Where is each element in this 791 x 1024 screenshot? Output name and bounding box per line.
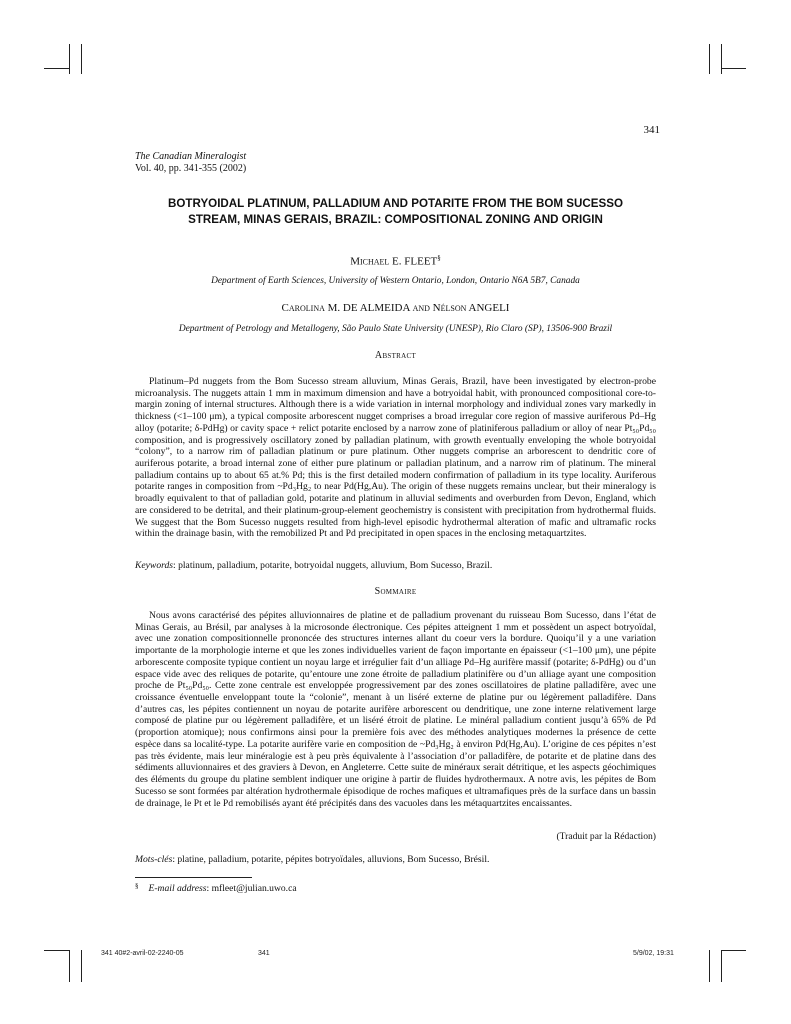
crop-mark [709,950,710,982]
mots-cles-label: Mots-clés [135,854,173,865]
crop-mark [81,950,82,982]
crop-mark [44,68,69,69]
title-line: STREAM, MINAS GERAIS, BRAZIL: COMPOSITIONAL ZONING AND ORIGIN [188,213,603,226]
page-number: 341 [643,124,660,136]
translation-credit: (Traduit par la Rédaction) [556,831,656,842]
abstract-text: Platinum–Pd nuggets from the Bom Sucesso stream alluvium, Minas Gerais, Brazil, have been investigated by electron-probe microanalysis. The nuggets attain 1 mm in maximum dimension and have a botryoidal habit, with pronounced compositional core-to-margin zoning of internal structures. Although there is a wide variation in internal morphology and individual zones vary markedly in thickness (<1–100 μm), a typical composite arborescent nugget comprises a broad irregular core region of massive auriferous Pd–Hg alloy (potarite; δ-PdHg) or cavity space + relict potarite enclosed by a narrow zone of platiniferous palladium or alloy of near Pt₅₀Pd₅₀ composition, and is progressively oscillatory zoned by palladian platinum, with growth eventually enveloping the whole botryoidal “colony”, to a narrow rim of palladian platinum or pure platinum. Other nuggets comprise an arborescent to dendritic core of auriferous potarite, a broad internal zone of either pure platinum or palladian platinum, and a narrow rim of platinum. The mineral palladium contains up to about 65 at.% Pd; this is the first detailed modern confirmation of palladium in its type locality. Auriferous potarite ranges in composition from ~Pd₃Hg₂ to near Pd(Hg,Au). The origin of these nuggets remains unclear, but their mineralogy is broadly equivalent to that of palladian gold, potarite and platinum in alluvial sediments and overburden from Devon, England, which are considered to be detrital, and their platinum-group-element geochemistry is consistent with precipitation from hydrothermal fluids. We suggest that the Bom Sucesso nuggets resulted from high-level episodic hydrothermal alteration of mafic and ultramafic rocks within the drainage basin, with the remobilized Pt and Pd precipitated in open spaces in the enclosing metaquartzites. [135,376,656,540]
footnote-mark: § [135,882,139,890]
footer-right: 5/9/02, 19:31 [633,950,674,957]
author-mark: § [437,254,441,262]
footnote-rule [135,877,252,878]
author-name: Michael E. FLEET [350,255,438,268]
footer-center: 341 [258,950,270,957]
affiliation-1: Department of Earth Sciences, University of Western Ontario, London, Ontario N6A 5B7, Canada [211,276,580,286]
footnote-text: : mfleet@julian.uwo.ca [206,883,297,894]
crop-mark [709,44,710,74]
mots-cles-text: : platine, palladium, potarite, pépites botryoïdales, alluvions, Bom Sucesso, Brésil. [172,854,490,865]
footnote [135,882,297,894]
crop-mark [81,44,82,74]
keywords-text: : platinum, palladium, potarite, botryoidal nuggets, alluvium, Bom Sucesso, Brazil. [173,560,493,571]
crop-mark [721,950,722,982]
journal-volume: Vol. 40, pp. 341-355 (2002) [135,163,247,174]
author-2: Carolina M. DE ALMEIDA and Nélson ANGELI [281,302,510,314]
footer-left: 341 40#2-avril-02-2240-05 [101,950,184,957]
crop-mark [721,68,746,69]
crop-mark [69,950,70,982]
sommaire-text: Nous avons caractérisé des pépites alluvionnaires de platine et de palladium provenant du ruisseau Bom Sucesso, dans l’état de Minas Gerais, au Brésil, par analyses à la microsonde électronique. Ces pépites atteignent 1 mm et possèdent un aspect botryoïdal, avec une zonation compositionnelle prononcée des structures internes allant du coeur vers la bordure. Quoiqu’il y a une variation importante de la morphologie interne et que les zones individuelles varient de façon importante en épaisseur (<1–100 μm), une pépite arborescente composite typique contient un noyau large et irrégulier fait d’un alliage Pd–Hg aurifère massif (potarite; δ-PdHg) ou d’un espace vide avec des reliques de potarite, qu’entoure une zone étroite de palladium platinifère ou d’un alliage ayant une composition proche de Pt₅₀Pd₅₀. Cette zone centrale est enveloppée progressivement par des zones oscillatoires de platine palladifère, avec une croissance éventuelle enveloppant toute la “colonie”, menant à un liséré externe de platine pur ou légèrement palladifère. Dans d’autres cas, les pépites contiennent un noyau de potarite aurifère arborescent ou dendritique, une zone interne relativement large composé de platine pur ou légèrement palladifère, et un liséré étroit de platine. Le minéral palladium contient jusqu’à 65% de Pd (proportion atomique); nous confirmons ainsi pour la première fois avec des méthodes analytiques modernes la présence de cette espèce dans sa localité-type. La potarite aurifère varie en composition de ~Pd₃Hg₂ à environ Pd(Hg,Au). L’origine de ces pépites n’est pas très évidente, mais leur minéralogie est à peu près équivalente à l’association d’or palladifère, de potarite et de platine dans des sédiments alluvionnaires et des graviers à Devon, en Angleterre. Cette suite de minéraux serait détritique, et les aspects géochimiques des éléments du groupe du platine semblent indiquer une origine à partir de fluides hydrothermaux. A notre avis, les pépites de Bom Sucesso se sont formées par altération hydrothermale épisodique de roches mafiques et ultramafiques près de la surface dans un bassin de drainage, le Pt et le Pd remobilisés ayant été précipités dans des vacuoles dans les métaquartzites encaissantes. [135,610,656,809]
footnote-label: E-mail address [148,883,207,894]
crop-mark [721,950,746,951]
crop-mark [721,44,722,74]
keywords [135,560,656,571]
sommaire-heading: Sommaire [374,586,417,597]
journal-name: The Canadian Mineralogist [135,151,247,162]
journal-info [135,151,246,175]
mots-cles [135,854,656,865]
keywords-label: Keywords [135,560,174,571]
crop-mark [44,950,69,951]
crop-mark [69,44,70,74]
paper-title [135,196,656,228]
title-line: BOTRYOIDAL PLATINUM, PALLADIUM AND POTARITE FROM THE BOM SUCESSO [168,197,623,210]
affiliation-2: Department of Petrology and Metallogeny, São Paulo State University (UNESP), Rio Claro (SP), 13506-900 Brazil [178,324,613,334]
author-1 [135,254,656,268]
abstract-heading: Abstract [374,350,417,361]
